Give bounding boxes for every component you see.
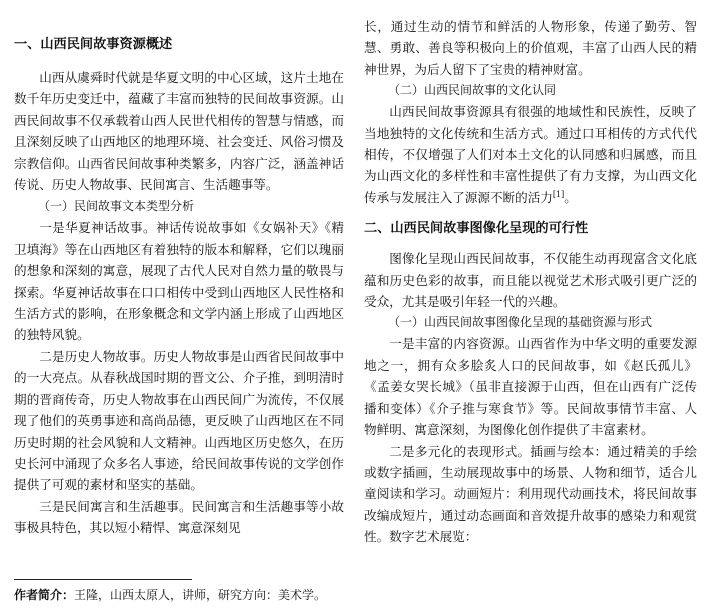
section-heading-2: 二、山西民间故事图像化呈现的可行性 bbox=[364, 221, 589, 237]
paragraph-fables: 三是民间寓言和生活趣事。民间寓言和生活趣事等小故事极具特色，其以短小精悍、寓意深刻见 bbox=[14, 498, 344, 536]
cultural-identity-end: 。 bbox=[564, 189, 577, 205]
paragraph-content-resources: 一是丰富的内容资源。山西省作为中华文明的重要发源地之一，拥有众多脍炙人口的民间故事，如《赵氏孤儿》《孟姜女哭长城》（虽非直接源于山西，但在山西有广泛传播和变体）《介子推与寒食节》等。民间故事情节丰富、人物鲜明、寓意深刻，为图像化创作提供了丰富素材。 bbox=[364, 336, 697, 438]
paragraph-continued: 长，通过生动的情节和鲜活的人物形象，传递了勤劳、智慧、勇敢、善良等积极向上的价值观，丰富了山西人民的精神世界，为后人留下了宝贵的精神财富。 bbox=[364, 19, 697, 77]
reference-marker: [1] bbox=[552, 189, 565, 199]
footnote-rule bbox=[14, 579, 192, 580]
subsection-heading-1: （一）民间故事文本类型分析 bbox=[38, 199, 195, 214]
subsection-heading-3: （一）山西民间故事图像化呈现的基础资源与形式 bbox=[388, 315, 653, 330]
paragraph-myth-stories: 一是华夏神话故事。神话传说故事如《女娲补天》《精卫填海》等在山西地区有着独特的版本和解释，它们以瑰丽的想象和深刻的寓意，展现了古代人民对自然力量的敬畏与探索。华夏神话故事在口口相传中受到山西地区人民性格和生活方式的影响，在形象概念和文学内涵上形成了山西地区的独特风貌。 bbox=[14, 220, 344, 343]
right-column bbox=[364, 0, 697, 548]
paragraph-historical-figures: 二是历史人物故事。历史人物故事是山西省民间故事中的一大亮点。从春秋战国时期的晋文公、介子推，到明清时期的晋商传奇，历史人物故事在山西民间广为流传，不仅展现了他们的英勇事迹和高尚品德，更反映了山西地区在不同历史时期的社会风貌和人文精神。山西地区历史悠久，在历史长河中涌现了众多名人事迹，给民间故事传说的文学创作提供了可观的素材和坚实的基础。 bbox=[14, 348, 344, 493]
left-column bbox=[14, 0, 344, 539]
author-note-label: 作者简介： bbox=[14, 588, 75, 602]
paragraph-cultural-identity bbox=[364, 101, 697, 208]
section-heading-1: 一、山西民间故事资源概述 bbox=[14, 37, 173, 52]
cultural-identity-text: 山西民间故事资源具有很强的地域性和民族性，反映了当地独特的文化传统和生活方式。通过口耳相传的方式代代相传，不仅增强了人们对本土文化的认同感和归属感，而且为山西文化的多样性和丰富性提供了有力支撑，为山西文化传承与发展注入了源源不断的活力 bbox=[364, 104, 697, 205]
author-note-text: 王隆，山西太原人，讲师，研究方向：美术学。 bbox=[74, 588, 327, 602]
paragraph-feasibility: 图像化呈现山西民间故事，不仅能生动再现富含文化底蕴和历史色彩的故事，而且能以视觉艺术形式吸引更广泛的受众，尤其是吸引年轻一代的兴趣。 bbox=[364, 251, 697, 310]
paragraph-forms: 二是多元化的表现形式。插画与绘本：通过精美的手绘或数字插画，生动展现故事中的场景、人物和细节，适合儿童阅读和学习。动画短片：利用现代动画技术，将民间故事改编成短片，通过动态画面和音效提升故事的感染力和观赏性。数字艺术展览： bbox=[364, 443, 697, 545]
author-note bbox=[14, 586, 614, 604]
intro-paragraph: 山西从虞舜时代就是华夏文明的中心区域，这片土地在数千年历史变迁中，蕴藏了丰富而独特的民间故事资源。山西民间故事不仅承载着山西人民世代相传的智慧与情感，而且深刻反映了山西地区的地理环境、社会变迁、风俗习惯及宗教信仰。山西省民间故事种类繁多，内容广泛，涵盖神话传说、历史人物故事、民间寓言、生活趣事等。 bbox=[14, 70, 344, 193]
subsection-heading-2: （二）山西民间故事的文化认同 bbox=[388, 83, 557, 98]
